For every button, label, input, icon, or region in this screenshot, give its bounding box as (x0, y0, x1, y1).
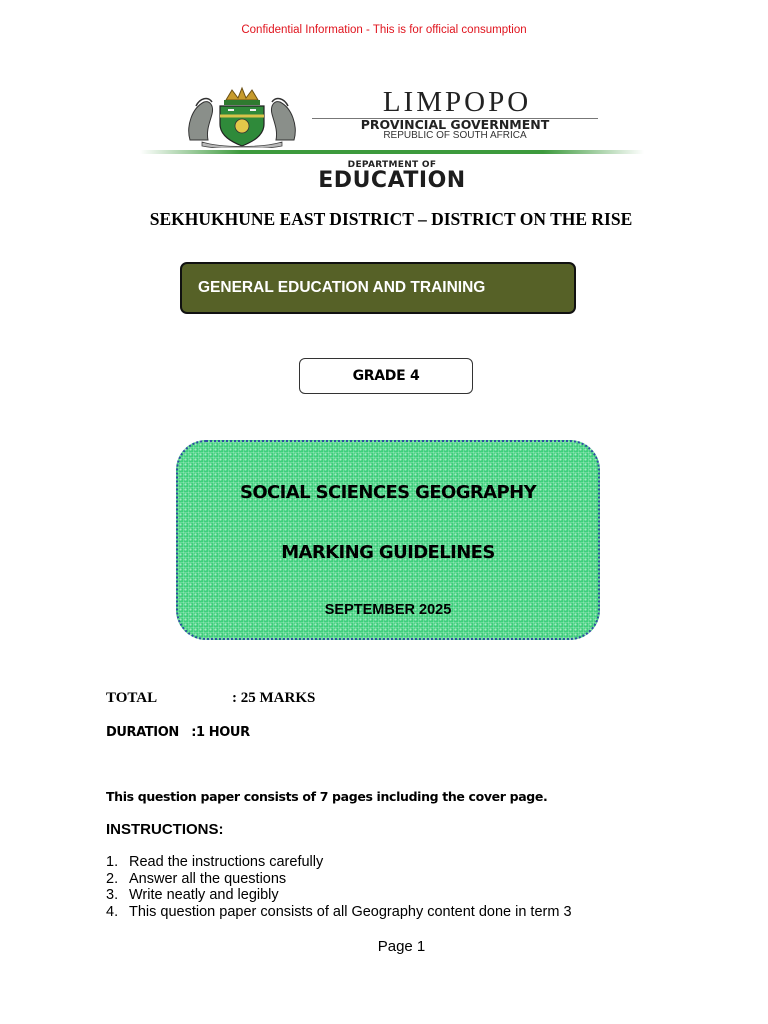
list-item (106, 904, 572, 921)
list-item (106, 854, 572, 871)
list-item-number: 1. (106, 854, 119, 870)
list-item-text: This question paper consists of all Geography content done in term 3 (129, 904, 572, 921)
instructions-list (106, 854, 572, 921)
list-item-text: Write neatly and legibly (129, 887, 279, 904)
letterhead (140, 84, 644, 196)
subject-box (176, 440, 600, 640)
subject-title: SOCIAL SCIENCES GEOGRAPHY (239, 482, 537, 503)
document-type: MARKING GUIDELINES (281, 542, 495, 563)
coat-of-arms-icon (182, 86, 302, 148)
district-title: SEKHUKHUNE EAST DISTRICT – DISTRICT ON THE RISE (149, 209, 633, 229)
list-item-number: 4. (106, 904, 119, 921)
list-item-number: 3. (106, 887, 119, 904)
list-item-text: Read the instructions carefully (129, 854, 324, 870)
list-item-number: 2. (106, 870, 119, 887)
grade-box: GRADE 4 (299, 358, 473, 394)
provincial-government: PROVINCIAL GOVERNMENT (360, 117, 550, 132)
confidential-notice: Confidential Information - This is for official consumption (241, 24, 527, 36)
list-item-text: Answer all the questions (129, 870, 287, 887)
phase-box: GENERAL EDUCATION AND TRAINING (180, 262, 576, 314)
total-value: : 25 MARKS (232, 690, 316, 706)
letterhead-green-band (140, 150, 644, 154)
instructions-heading: INSTRUCTIONS: (106, 821, 224, 838)
republic-label: REPUBLIC OF SOUTH AFRICA (383, 130, 527, 141)
department-name: EDUCATION (318, 168, 466, 193)
page-number: Page 1 (377, 938, 426, 955)
province-name: LIMPOPO (382, 86, 532, 118)
total-label: TOTAL (106, 690, 158, 706)
pages-note: This question paper consists of 7 pages including the cover page. (106, 789, 548, 804)
list-item (106, 871, 572, 888)
list-item (106, 887, 572, 904)
exam-date: SEPTEMBER 2025 (324, 602, 452, 618)
duration: DURATION :1 HOUR (106, 725, 250, 740)
department-of-label: DEPARTMENT OF (347, 160, 437, 170)
